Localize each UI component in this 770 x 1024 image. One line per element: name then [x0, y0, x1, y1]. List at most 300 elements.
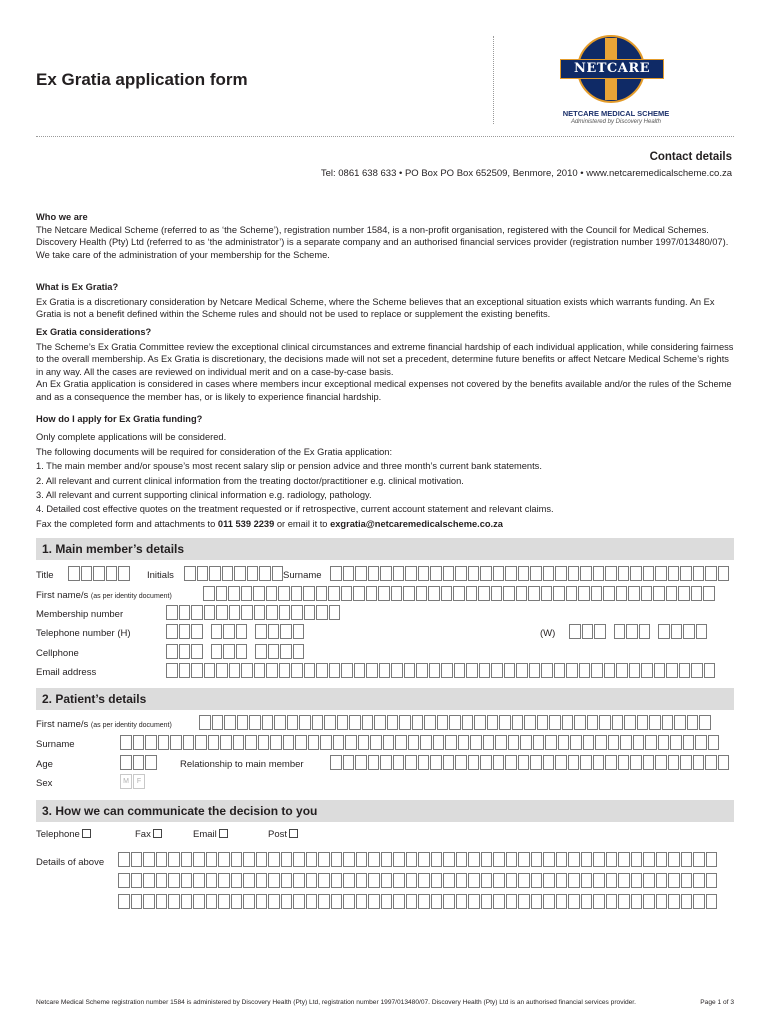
char-box[interactable]	[437, 715, 449, 730]
char-box[interactable]	[631, 873, 643, 888]
char-box[interactable]	[356, 873, 368, 888]
char-box[interactable]	[308, 735, 320, 750]
char-box[interactable]	[531, 873, 543, 888]
char-box[interactable]	[705, 755, 717, 770]
char-box[interactable]	[480, 755, 492, 770]
char-box[interactable]	[318, 873, 330, 888]
char-box[interactable]	[380, 566, 392, 581]
char-box[interactable]	[193, 873, 205, 888]
char-box[interactable]	[68, 566, 80, 581]
char-box[interactable]	[258, 735, 270, 750]
cellphone-input[interactable]	[166, 644, 305, 659]
char-box[interactable]	[591, 663, 603, 678]
char-box[interactable]	[266, 663, 278, 678]
char-box[interactable]	[639, 624, 651, 639]
char-box[interactable]	[555, 755, 567, 770]
char-box[interactable]	[368, 755, 380, 770]
char-box[interactable]	[431, 894, 443, 909]
relationship-input[interactable]	[330, 755, 730, 770]
char-box[interactable]	[558, 735, 570, 750]
char-box[interactable]	[368, 894, 380, 909]
char-box[interactable]	[480, 566, 492, 581]
char-box[interactable]	[281, 852, 293, 867]
char-box[interactable]	[593, 755, 605, 770]
char-box[interactable]	[331, 873, 343, 888]
char-box[interactable]	[184, 566, 196, 581]
char-box[interactable]	[218, 873, 230, 888]
char-box[interactable]	[156, 873, 168, 888]
char-box[interactable]	[216, 663, 228, 678]
char-box[interactable]	[179, 663, 191, 678]
char-box[interactable]	[393, 873, 405, 888]
char-box[interactable]	[696, 624, 708, 639]
char-box[interactable]	[343, 894, 355, 909]
char-box[interactable]	[468, 755, 480, 770]
char-box[interactable]	[631, 852, 643, 867]
char-box[interactable]	[158, 735, 170, 750]
first-names-input[interactable]	[203, 586, 716, 601]
initials-input[interactable]	[184, 566, 284, 581]
char-box[interactable]	[241, 605, 253, 620]
char-box[interactable]	[118, 566, 130, 581]
char-box[interactable]	[166, 663, 178, 678]
char-box[interactable]	[191, 605, 203, 620]
char-box[interactable]	[691, 586, 703, 601]
char-box[interactable]	[236, 624, 248, 639]
char-box[interactable]	[278, 586, 290, 601]
char-box[interactable]	[641, 663, 653, 678]
char-box[interactable]	[143, 873, 155, 888]
char-box[interactable]	[483, 735, 495, 750]
char-box[interactable]	[381, 894, 393, 909]
char-box[interactable]	[481, 852, 493, 867]
char-box[interactable]	[505, 566, 517, 581]
char-box[interactable]	[241, 586, 253, 601]
char-box[interactable]	[556, 873, 568, 888]
char-box[interactable]	[704, 663, 716, 678]
char-box[interactable]	[191, 644, 203, 659]
char-box[interactable]	[581, 894, 593, 909]
char-box[interactable]	[406, 894, 418, 909]
char-box[interactable]	[643, 873, 655, 888]
char-box[interactable]	[408, 735, 420, 750]
char-box[interactable]	[431, 873, 443, 888]
char-box[interactable]	[593, 894, 605, 909]
char-box[interactable]	[693, 852, 705, 867]
char-box[interactable]	[566, 663, 578, 678]
char-box[interactable]	[518, 852, 530, 867]
char-box[interactable]	[618, 755, 630, 770]
char-box[interactable]	[530, 566, 542, 581]
char-box[interactable]	[395, 735, 407, 750]
char-box[interactable]	[328, 586, 340, 601]
char-box[interactable]	[270, 735, 282, 750]
char-box[interactable]	[566, 586, 578, 601]
char-box[interactable]	[595, 735, 607, 750]
char-box[interactable]	[541, 586, 553, 601]
char-box[interactable]	[630, 755, 642, 770]
char-box[interactable]	[455, 566, 467, 581]
char-box[interactable]	[341, 586, 353, 601]
char-box[interactable]	[579, 663, 591, 678]
char-box[interactable]	[156, 894, 168, 909]
char-box[interactable]	[181, 852, 193, 867]
char-box[interactable]	[324, 715, 336, 730]
char-box[interactable]	[616, 663, 628, 678]
char-box[interactable]	[658, 624, 670, 639]
char-box[interactable]	[256, 894, 268, 909]
char-box[interactable]	[166, 644, 178, 659]
char-box[interactable]	[649, 715, 661, 730]
char-box[interactable]	[706, 873, 718, 888]
char-box[interactable]	[580, 566, 592, 581]
char-box[interactable]	[462, 715, 474, 730]
char-box[interactable]	[581, 873, 593, 888]
char-box[interactable]	[208, 735, 220, 750]
char-box[interactable]	[580, 755, 592, 770]
char-box[interactable]	[191, 663, 203, 678]
char-box[interactable]	[312, 715, 324, 730]
char-box[interactable]	[624, 715, 636, 730]
sex-male-option[interactable]: M	[120, 774, 132, 789]
char-box[interactable]	[470, 735, 482, 750]
char-box[interactable]	[656, 873, 668, 888]
char-box[interactable]	[281, 894, 293, 909]
char-box[interactable]	[418, 755, 430, 770]
char-box[interactable]	[81, 566, 93, 581]
char-box[interactable]	[268, 644, 280, 659]
char-box[interactable]	[191, 624, 203, 639]
char-box[interactable]	[618, 873, 630, 888]
char-box[interactable]	[318, 894, 330, 909]
char-box[interactable]	[668, 566, 680, 581]
char-box[interactable]	[605, 755, 617, 770]
char-box[interactable]	[291, 586, 303, 601]
char-box[interactable]	[655, 566, 667, 581]
char-box[interactable]	[131, 852, 143, 867]
char-box[interactable]	[204, 605, 216, 620]
char-box[interactable]	[306, 873, 318, 888]
char-box[interactable]	[443, 566, 455, 581]
char-box[interactable]	[255, 644, 267, 659]
char-box[interactable]	[441, 586, 453, 601]
char-box[interactable]	[456, 873, 468, 888]
char-box[interactable]	[253, 586, 265, 601]
email-option[interactable]: Email	[193, 829, 228, 840]
char-box[interactable]	[687, 715, 699, 730]
char-box[interactable]	[299, 715, 311, 730]
char-box[interactable]	[412, 715, 424, 730]
fax-checkbox[interactable]	[153, 829, 162, 838]
char-box[interactable]	[445, 735, 457, 750]
char-box[interactable]	[433, 735, 445, 750]
char-box[interactable]	[228, 586, 240, 601]
char-box[interactable]	[641, 586, 653, 601]
char-box[interactable]	[356, 852, 368, 867]
char-box[interactable]	[370, 735, 382, 750]
char-box[interactable]	[543, 755, 555, 770]
char-box[interactable]	[279, 605, 291, 620]
char-box[interactable]	[237, 715, 249, 730]
char-box[interactable]	[706, 852, 718, 867]
char-box[interactable]	[131, 873, 143, 888]
char-box[interactable]	[458, 735, 470, 750]
char-box[interactable]	[620, 735, 632, 750]
char-box[interactable]	[295, 735, 307, 750]
char-box[interactable]	[168, 873, 180, 888]
char-box[interactable]	[466, 586, 478, 601]
char-box[interactable]	[693, 873, 705, 888]
sex-female-option[interactable]: F	[133, 774, 145, 789]
char-box[interactable]	[520, 735, 532, 750]
char-box[interactable]	[656, 852, 668, 867]
char-box[interactable]	[374, 715, 386, 730]
char-box[interactable]	[268, 873, 280, 888]
char-box[interactable]	[256, 852, 268, 867]
char-box[interactable]	[166, 605, 178, 620]
char-box[interactable]	[468, 873, 480, 888]
char-box[interactable]	[631, 894, 643, 909]
char-box[interactable]	[481, 873, 493, 888]
char-box[interactable]	[420, 735, 432, 750]
char-box[interactable]	[120, 735, 132, 750]
char-box[interactable]	[524, 715, 536, 730]
char-box[interactable]	[247, 566, 259, 581]
char-box[interactable]	[206, 894, 218, 909]
char-box[interactable]	[353, 586, 365, 601]
char-box[interactable]	[668, 755, 680, 770]
char-box[interactable]	[693, 755, 705, 770]
post-option[interactable]: Post	[268, 829, 298, 840]
char-box[interactable]	[468, 566, 480, 581]
char-box[interactable]	[556, 852, 568, 867]
char-box[interactable]	[658, 735, 670, 750]
char-box[interactable]	[680, 566, 692, 581]
char-box[interactable]	[293, 873, 305, 888]
char-box[interactable]	[416, 663, 428, 678]
char-box[interactable]	[106, 566, 118, 581]
char-box[interactable]	[671, 624, 683, 639]
patient-surname-input[interactable]	[120, 735, 720, 750]
char-box[interactable]	[293, 894, 305, 909]
char-box[interactable]	[229, 663, 241, 678]
char-box[interactable]	[416, 586, 428, 601]
char-box[interactable]	[643, 566, 655, 581]
post-checkbox[interactable]	[289, 829, 298, 838]
char-box[interactable]	[195, 735, 207, 750]
char-box[interactable]	[331, 852, 343, 867]
char-box[interactable]	[503, 586, 515, 601]
char-box[interactable]	[518, 873, 530, 888]
char-box[interactable]	[681, 894, 693, 909]
char-box[interactable]	[431, 852, 443, 867]
char-box[interactable]	[562, 715, 574, 730]
char-box[interactable]	[218, 894, 230, 909]
char-box[interactable]	[118, 894, 130, 909]
char-box[interactable]	[266, 605, 278, 620]
char-box[interactable]	[418, 894, 430, 909]
char-box[interactable]	[493, 566, 505, 581]
char-box[interactable]	[236, 644, 248, 659]
char-box[interactable]	[404, 663, 416, 678]
char-box[interactable]	[255, 624, 267, 639]
char-box[interactable]	[293, 624, 305, 639]
char-box[interactable]	[578, 586, 590, 601]
char-box[interactable]	[378, 586, 390, 601]
char-box[interactable]	[229, 605, 241, 620]
char-box[interactable]	[614, 624, 626, 639]
char-box[interactable]	[478, 586, 490, 601]
char-box[interactable]	[683, 624, 695, 639]
char-box[interactable]	[499, 715, 511, 730]
char-box[interactable]	[316, 586, 328, 601]
char-box[interactable]	[693, 566, 705, 581]
char-box[interactable]	[443, 873, 455, 888]
char-box[interactable]	[316, 605, 328, 620]
char-box[interactable]	[424, 715, 436, 730]
char-box[interactable]	[391, 663, 403, 678]
char-box[interactable]	[516, 663, 528, 678]
char-box[interactable]	[203, 586, 215, 601]
char-box[interactable]	[118, 852, 130, 867]
char-box[interactable]	[179, 605, 191, 620]
char-box[interactable]	[393, 755, 405, 770]
char-box[interactable]	[383, 735, 395, 750]
char-box[interactable]	[283, 735, 295, 750]
char-box[interactable]	[606, 873, 618, 888]
char-box[interactable]	[231, 873, 243, 888]
char-box[interactable]	[168, 852, 180, 867]
membership-number-input[interactable]	[166, 605, 341, 620]
char-box[interactable]	[303, 586, 315, 601]
char-box[interactable]	[537, 715, 549, 730]
char-box[interactable]	[368, 852, 380, 867]
char-box[interactable]	[481, 894, 493, 909]
char-box[interactable]	[329, 663, 341, 678]
char-box[interactable]	[331, 894, 343, 909]
char-box[interactable]	[530, 755, 542, 770]
char-box[interactable]	[618, 566, 630, 581]
char-box[interactable]	[259, 566, 271, 581]
char-box[interactable]	[593, 566, 605, 581]
char-box[interactable]	[181, 873, 193, 888]
char-box[interactable]	[570, 735, 582, 750]
char-box[interactable]	[543, 566, 555, 581]
char-box[interactable]	[718, 755, 730, 770]
char-box[interactable]	[118, 873, 130, 888]
char-box[interactable]	[306, 894, 318, 909]
char-box[interactable]	[718, 566, 730, 581]
char-box[interactable]	[366, 586, 378, 601]
char-box[interactable]	[493, 852, 505, 867]
char-box[interactable]	[695, 735, 707, 750]
char-box[interactable]	[491, 586, 503, 601]
char-box[interactable]	[224, 715, 236, 730]
char-box[interactable]	[581, 852, 593, 867]
char-box[interactable]	[204, 663, 216, 678]
char-box[interactable]	[293, 852, 305, 867]
char-box[interactable]	[505, 755, 517, 770]
char-box[interactable]	[293, 644, 305, 659]
char-box[interactable]	[618, 852, 630, 867]
char-box[interactable]	[653, 586, 665, 601]
char-box[interactable]	[531, 894, 543, 909]
char-box[interactable]	[280, 644, 292, 659]
char-box[interactable]	[355, 755, 367, 770]
char-box[interactable]	[381, 852, 393, 867]
char-box[interactable]	[268, 852, 280, 867]
char-box[interactable]	[145, 755, 157, 770]
char-box[interactable]	[654, 663, 666, 678]
char-box[interactable]	[379, 663, 391, 678]
char-box[interactable]	[291, 605, 303, 620]
char-box[interactable]	[543, 894, 555, 909]
char-box[interactable]	[349, 715, 361, 730]
char-box[interactable]	[543, 873, 555, 888]
char-box[interactable]	[343, 873, 355, 888]
char-box[interactable]	[529, 663, 541, 678]
char-box[interactable]	[212, 715, 224, 730]
char-box[interactable]	[555, 566, 567, 581]
char-box[interactable]	[512, 715, 524, 730]
char-box[interactable]	[574, 715, 586, 730]
char-box[interactable]	[93, 566, 105, 581]
char-box[interactable]	[316, 663, 328, 678]
char-box[interactable]	[493, 894, 505, 909]
char-box[interactable]	[678, 586, 690, 601]
char-box[interactable]	[306, 852, 318, 867]
char-box[interactable]	[506, 894, 518, 909]
char-box[interactable]	[243, 873, 255, 888]
char-box[interactable]	[234, 566, 246, 581]
details-line-2-input[interactable]	[118, 873, 718, 888]
char-box[interactable]	[630, 566, 642, 581]
char-box[interactable]	[541, 663, 553, 678]
char-box[interactable]	[156, 852, 168, 867]
char-box[interactable]	[211, 624, 223, 639]
char-box[interactable]	[606, 852, 618, 867]
char-box[interactable]	[243, 894, 255, 909]
char-box[interactable]	[418, 873, 430, 888]
char-box[interactable]	[381, 873, 393, 888]
char-box[interactable]	[254, 663, 266, 678]
patient-age-input[interactable]	[120, 755, 158, 770]
char-box[interactable]	[703, 586, 715, 601]
char-box[interactable]	[406, 873, 418, 888]
char-box[interactable]	[281, 873, 293, 888]
char-box[interactable]	[341, 663, 353, 678]
char-box[interactable]	[628, 586, 640, 601]
char-box[interactable]	[556, 894, 568, 909]
char-box[interactable]	[504, 663, 516, 678]
char-box[interactable]	[506, 852, 518, 867]
char-box[interactable]	[568, 566, 580, 581]
char-box[interactable]	[543, 852, 555, 867]
char-box[interactable]	[304, 663, 316, 678]
char-box[interactable]	[545, 735, 557, 750]
char-box[interactable]	[272, 566, 284, 581]
details-line-1-input[interactable]	[118, 852, 718, 867]
char-box[interactable]	[568, 894, 580, 909]
char-box[interactable]	[674, 715, 686, 730]
char-box[interactable]	[629, 663, 641, 678]
char-box[interactable]	[668, 873, 680, 888]
char-box[interactable]	[506, 873, 518, 888]
char-box[interactable]	[591, 586, 603, 601]
char-box[interactable]	[443, 755, 455, 770]
char-box[interactable]	[443, 894, 455, 909]
char-box[interactable]	[429, 663, 441, 678]
